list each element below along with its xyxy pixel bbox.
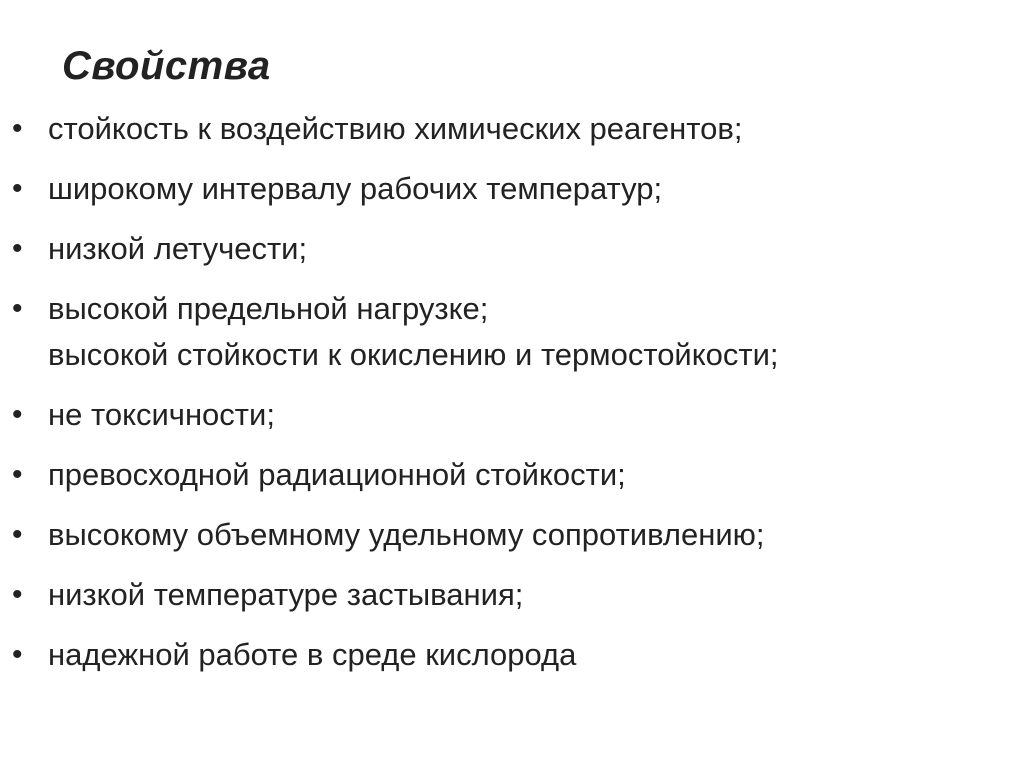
bullet-list [10, 106, 779, 692]
bullet-icon: • [12, 398, 23, 431]
bullet-icon: • [12, 292, 23, 325]
list-item-text: превосходной радиационной стойкости; [48, 457, 626, 492]
bullet-icon: • [12, 518, 23, 551]
list-item [10, 226, 779, 272]
list-item-text-continuation: высокой стойкости к окислению и термостойкости; [48, 337, 779, 372]
list-item-text: широкому интервалу рабочих температур; [48, 171, 663, 206]
list-item [10, 392, 779, 438]
list-item [10, 286, 779, 378]
list-item-text: надежной работе в среде кислорода [48, 637, 577, 672]
bullet-icon: • [12, 638, 23, 671]
bullet-icon: • [12, 172, 23, 205]
list-item-text: стойкость к воздействию химических реагентов; [48, 111, 743, 146]
list-item-text: высокой предельной нагрузке; [48, 291, 489, 326]
slide-title: Свойства [62, 44, 271, 88]
list-item-text: низкой температуре застывания; [48, 577, 524, 612]
bullet-icon: • [12, 458, 23, 491]
list-item [10, 512, 779, 558]
bullet-icon: • [12, 578, 23, 611]
list-item [10, 166, 779, 212]
list-item-text: низкой летучести; [48, 231, 308, 266]
bullet-icon: • [12, 112, 23, 145]
list-item-text: высокому объемному удельному сопротивлению; [48, 517, 765, 552]
list-item [10, 106, 779, 152]
list-item [10, 632, 779, 678]
list-item [10, 572, 779, 618]
list-item [10, 452, 779, 498]
list-item-text: не токсичности; [48, 397, 275, 432]
bullet-icon: • [12, 232, 23, 265]
